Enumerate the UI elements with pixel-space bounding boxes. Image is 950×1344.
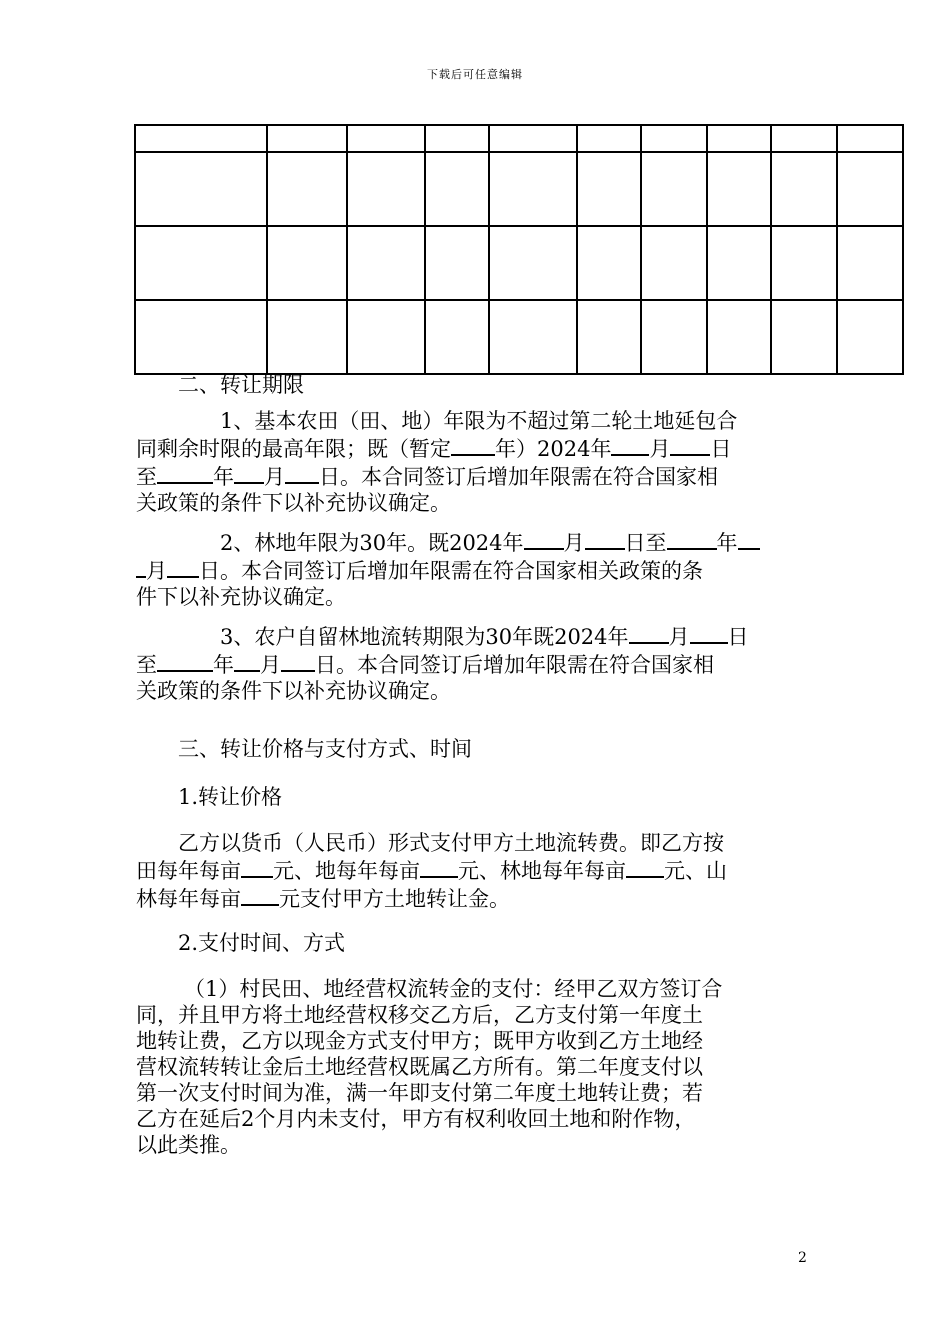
section-heading: 二、转让期限	[178, 373, 304, 397]
page-header: 下载后可任意编辑	[427, 68, 523, 81]
page-number: 2	[798, 1250, 807, 1266]
fill-blank[interactable]	[157, 650, 213, 672]
fill-blank[interactable]	[585, 528, 625, 550]
text-line: 关政策的条件下以补充协议确定。	[136, 679, 451, 703]
text-line: 2、林地年限为30年。既2024年 月 日至 年	[136, 528, 808, 556]
subsection-heading: 2.支付时间、方式	[178, 931, 346, 955]
price-paragraph	[136, 830, 808, 912]
fill-blank[interactable]	[420, 856, 458, 878]
fill-blank[interactable]	[451, 434, 495, 456]
fill-blank[interactable]	[157, 462, 213, 484]
text-line: 月 日。本合同签订后增加年限需在符合国家相关政策的条	[136, 556, 808, 584]
text-line: 林每年每亩 元支付甲方土地转让金。	[136, 884, 808, 912]
text-line: 以此类推。	[136, 1133, 241, 1157]
table-row	[135, 152, 903, 226]
text-line: 至 年 月 日。本合同签订后增加年限需在符合国家相	[136, 462, 808, 490]
text-line: 件下以补充协议确定。	[136, 585, 346, 609]
text-line: 3、农户自留林地流转期限为30年既2024年 月 日	[136, 622, 808, 650]
fill-blank[interactable]	[136, 556, 146, 578]
section-price-payment	[136, 736, 808, 1158]
text-line: 营权流转转让金后土地经营权既属乙方所有。第二年度支付以	[136, 1055, 703, 1079]
fill-blank[interactable]	[241, 884, 279, 906]
text-line: 乙方以货币（人民币）形式支付甲方土地流转费。即乙方按	[178, 831, 724, 855]
fill-blank[interactable]	[281, 650, 315, 672]
text-line: 关政策的条件下以补充协议确定。	[136, 491, 451, 515]
subsection-heading: 1.转让价格	[178, 785, 283, 809]
text-line: （1）村民田、地经营权流转金的支付：经甲乙双方签订合	[184, 977, 723, 1001]
table-row	[135, 125, 903, 152]
text-line: 第一次支付时间为准，满一年即支付第二年度土地转让费；若	[136, 1081, 703, 1105]
fill-blank[interactable]	[167, 556, 199, 578]
text-line: 同剩余时限的最高年限；既（暂定 年）2024年 月 日	[136, 434, 808, 462]
fill-blank[interactable]	[611, 434, 649, 456]
fill-blank[interactable]	[524, 528, 564, 550]
fill-blank[interactable]	[629, 622, 669, 644]
section-heading: 三、转让价格与支付方式、时间	[178, 737, 472, 761]
blank-table	[134, 124, 904, 375]
text-line: 同，并且甲方将土地经营权移交乙方后，乙方支付第一年度土	[136, 1003, 703, 1027]
payment-paragraph	[136, 976, 808, 1158]
fill-blank[interactable]	[285, 462, 319, 484]
fill-blank[interactable]	[241, 856, 273, 878]
period-item-3	[136, 622, 808, 704]
fill-blank[interactable]	[667, 528, 717, 550]
table-row	[135, 300, 903, 374]
fill-blank[interactable]	[626, 856, 664, 878]
text-line: 地转让费，乙方以现金方式支付甲方；既甲方收到乙方土地经	[136, 1029, 703, 1053]
text-line: 至 年 月 日。本合同签订后增加年限需在符合国家相	[136, 650, 808, 678]
fill-blank[interactable]	[234, 650, 260, 672]
fill-blank[interactable]	[690, 622, 728, 644]
period-item-2	[136, 528, 808, 610]
period-item-1	[136, 408, 808, 516]
fill-blank[interactable]	[234, 462, 264, 484]
text-line: 乙方在延后2个月内未支付，甲方有权利收回土地和附作物，	[136, 1107, 696, 1131]
table-row	[135, 226, 903, 300]
fill-blank[interactable]	[738, 528, 760, 550]
fill-blank[interactable]	[670, 434, 710, 456]
text-line: 1、基本农田（田、地）年限为不超过第二轮土地延包合	[220, 409, 738, 433]
text-line: 田每年每亩 元、地每年每亩 元、林地每年每亩 元、山	[136, 856, 808, 884]
section-transfer-period	[136, 372, 808, 704]
